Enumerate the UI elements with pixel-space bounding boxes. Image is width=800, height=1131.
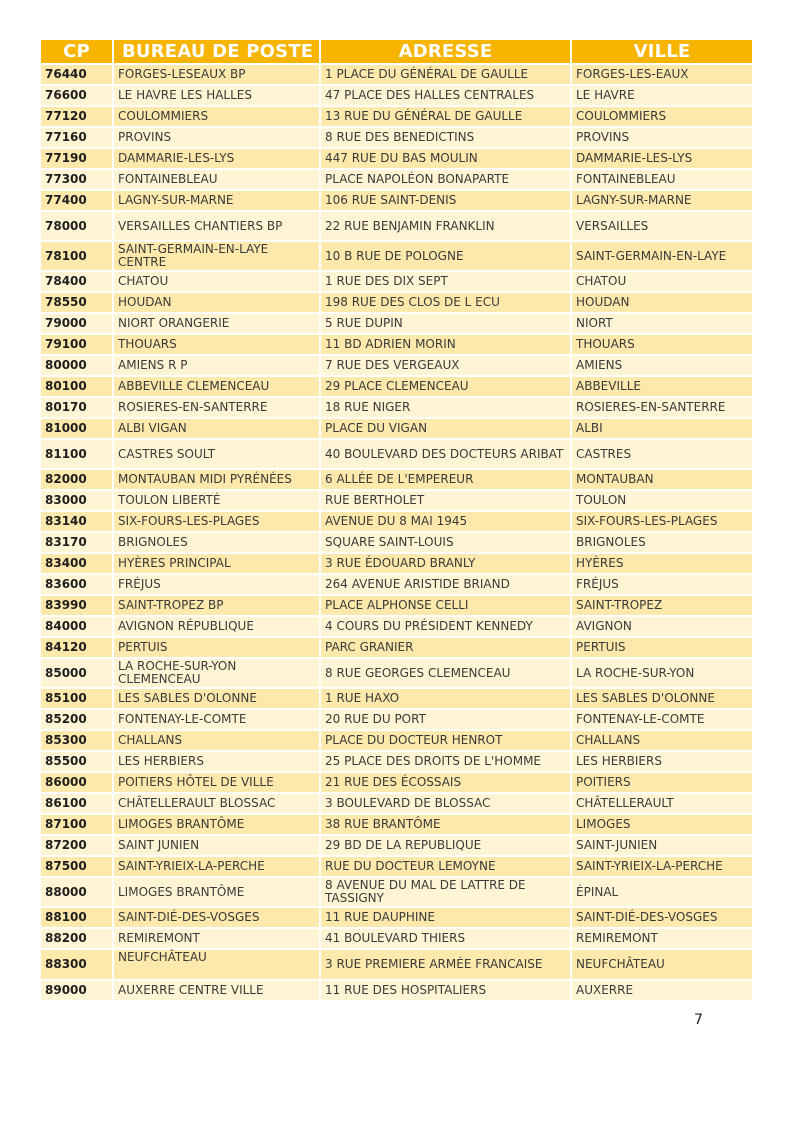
cell-ville: CASTRES bbox=[572, 440, 752, 468]
cell-ville: PERTUIS bbox=[572, 638, 752, 657]
cell-bureau: AVIGNON RÉPUBLIQUE bbox=[114, 617, 319, 636]
cell-cp: 83000 bbox=[41, 491, 112, 510]
cell-ville: SIX-FOURS-LES-PLAGES bbox=[572, 512, 752, 531]
header-cp: CP bbox=[41, 40, 112, 63]
cell-bureau: ALBI VIGAN bbox=[114, 419, 319, 438]
cell-adresse: RUE DU DOCTEUR LEMOYNE bbox=[321, 857, 570, 876]
cell-ville: TOULON bbox=[572, 491, 752, 510]
cell-ville: CHÂTELLERAULT bbox=[572, 794, 752, 813]
cell-ville: ABBEVILLE bbox=[572, 377, 752, 396]
cell-cp: 87500 bbox=[41, 857, 112, 876]
table-row bbox=[41, 212, 752, 240]
cell-cp: 85000 bbox=[41, 659, 112, 687]
cell-cp: 85500 bbox=[41, 752, 112, 771]
cell-cp: 88000 bbox=[41, 878, 112, 906]
table-row bbox=[41, 398, 752, 417]
cell-ville: ROSIERES-EN-SANTERRE bbox=[572, 398, 752, 417]
cell-adresse: PARC GRANIER bbox=[321, 638, 570, 657]
cell-bureau: FORGES-LESEAUX BP bbox=[114, 65, 319, 84]
cell-adresse: 264 AVENUE ARISTIDE BRIAND bbox=[321, 575, 570, 594]
cell-adresse: 29 BD DE LA REPUBLIQUE bbox=[321, 836, 570, 855]
cell-bureau: THOUARS bbox=[114, 335, 319, 354]
cell-ville: MONTAUBAN bbox=[572, 470, 752, 489]
cell-bureau: CHALLANS bbox=[114, 731, 319, 750]
table-row bbox=[41, 335, 752, 354]
cell-cp: 83170 bbox=[41, 533, 112, 552]
cell-bureau: SAINT-TROPEZ BP bbox=[114, 596, 319, 615]
cell-bureau: LIMOGES BRANTÔME bbox=[114, 815, 319, 834]
cell-ville: CHATOU bbox=[572, 272, 752, 291]
cell-bureau: HYÈRES PRINCIPAL bbox=[114, 554, 319, 573]
cell-cp: 87200 bbox=[41, 836, 112, 855]
cell-cp: 76440 bbox=[41, 65, 112, 84]
table-row bbox=[41, 659, 752, 687]
cell-adresse: 447 RUE DU BAS MOULIN bbox=[321, 149, 570, 168]
cell-ville: LAGNY-SUR-MARNE bbox=[572, 191, 752, 210]
table-row bbox=[41, 293, 752, 312]
cell-adresse: 11 RUE DES HOSPITALIERS bbox=[321, 981, 570, 1000]
cell-bureau: SIX-FOURS-LES-PLAGES bbox=[114, 512, 319, 531]
cell-bureau: FONTENAY-LE-COMTE bbox=[114, 710, 319, 729]
cell-adresse: 40 BOULEVARD DES DOCTEURS ARIBAT bbox=[321, 440, 570, 468]
cell-ville: ÉPINAL bbox=[572, 878, 752, 906]
table-row bbox=[41, 86, 752, 105]
cell-bureau: REMIREMONT bbox=[114, 929, 319, 948]
cell-cp: 84120 bbox=[41, 638, 112, 657]
table-row bbox=[41, 491, 752, 510]
cell-bureau: ROSIERES-EN-SANTERRE bbox=[114, 398, 319, 417]
cell-adresse: 3 RUE ÉDOUARD BRANLY bbox=[321, 554, 570, 573]
cell-adresse: 18 RUE NIGER bbox=[321, 398, 570, 417]
cell-adresse: 11 RUE DAUPHINE bbox=[321, 908, 570, 927]
cell-adresse: 10 B RUE DE POLOGNE bbox=[321, 242, 570, 270]
cell-adresse: 3 RUE PREMIERE ARMÉE FRANCAISE bbox=[321, 950, 570, 979]
table-row bbox=[41, 638, 752, 657]
cell-ville: LES SABLES D'OLONNE bbox=[572, 689, 752, 708]
cell-cp: 77120 bbox=[41, 107, 112, 126]
cell-adresse: 29 PLACE CLEMENCEAU bbox=[321, 377, 570, 396]
table-row bbox=[41, 752, 752, 771]
cell-adresse: 21 RUE DES ÉCOSSAIS bbox=[321, 773, 570, 792]
table-header-row bbox=[41, 40, 752, 63]
cell-ville: AMIENS bbox=[572, 356, 752, 375]
table-row bbox=[41, 794, 752, 813]
cell-bureau: SAINT-GERMAIN-EN-LAYE CENTRE bbox=[114, 242, 319, 270]
cell-adresse: PLACE ALPHONSE CELLI bbox=[321, 596, 570, 615]
cell-cp: 88200 bbox=[41, 929, 112, 948]
header-bureau: BUREAU DE POSTE bbox=[114, 40, 319, 63]
cell-cp: 83140 bbox=[41, 512, 112, 531]
cell-adresse: SQUARE SAINT-LOUIS bbox=[321, 533, 570, 552]
cell-cp: 85200 bbox=[41, 710, 112, 729]
cell-cp: 84000 bbox=[41, 617, 112, 636]
cell-adresse: AVENUE DU 8 MAI 1945 bbox=[321, 512, 570, 531]
cell-ville: NIORT bbox=[572, 314, 752, 333]
cell-ville: FONTAINEBLEAU bbox=[572, 170, 752, 189]
table-row bbox=[41, 596, 752, 615]
cell-cp: 81000 bbox=[41, 419, 112, 438]
cell-cp: 78400 bbox=[41, 272, 112, 291]
cell-bureau: LA ROCHE-SUR-YON CLEMENCEAU bbox=[114, 659, 319, 687]
table-row bbox=[41, 617, 752, 636]
table-row bbox=[41, 981, 752, 1000]
cell-ville: VERSAILLES bbox=[572, 212, 752, 240]
table-row bbox=[41, 929, 752, 948]
cell-bureau: CASTRES SOULT bbox=[114, 440, 319, 468]
table-row bbox=[41, 950, 752, 979]
cell-cp: 83990 bbox=[41, 596, 112, 615]
cell-adresse: 5 RUE DUPIN bbox=[321, 314, 570, 333]
cell-adresse: 1 PLACE DU GÉNÉRAL DE GAULLE bbox=[321, 65, 570, 84]
cell-cp: 77190 bbox=[41, 149, 112, 168]
cell-ville: HOUDAN bbox=[572, 293, 752, 312]
cell-bureau: PROVINS bbox=[114, 128, 319, 147]
table-row bbox=[41, 908, 752, 927]
cell-ville: AVIGNON bbox=[572, 617, 752, 636]
cell-cp: 77300 bbox=[41, 170, 112, 189]
cell-cp: 86000 bbox=[41, 773, 112, 792]
cell-bureau: POITIERS HÔTEL DE VILLE bbox=[114, 773, 319, 792]
cell-bureau: BRIGNOLES bbox=[114, 533, 319, 552]
table-body bbox=[41, 65, 752, 1000]
cell-adresse: PLACE DU DOCTEUR HENROT bbox=[321, 731, 570, 750]
table-row bbox=[41, 554, 752, 573]
cell-cp: 81100 bbox=[41, 440, 112, 468]
cell-cp: 87100 bbox=[41, 815, 112, 834]
cell-adresse: 106 RUE SAINT-DENIS bbox=[321, 191, 570, 210]
cell-ville: CHALLANS bbox=[572, 731, 752, 750]
cell-cp: 78000 bbox=[41, 212, 112, 240]
table-row bbox=[41, 710, 752, 729]
table-row bbox=[41, 773, 752, 792]
cell-adresse: PLACE NAPOLÉON BONAPARTE bbox=[321, 170, 570, 189]
cell-adresse: 22 RUE BENJAMIN FRANKLIN bbox=[321, 212, 570, 240]
cell-bureau: COULOMMIERS bbox=[114, 107, 319, 126]
cell-bureau: SAINT JUNIEN bbox=[114, 836, 319, 855]
cell-bureau: AMIENS R P bbox=[114, 356, 319, 375]
cell-adresse: 6 ALLÉE DE L'EMPEREUR bbox=[321, 470, 570, 489]
cell-adresse: 11 BD ADRIEN MORIN bbox=[321, 335, 570, 354]
table-row bbox=[41, 149, 752, 168]
cell-bureau: DAMMARIE-LES-LYS bbox=[114, 149, 319, 168]
cell-cp: 89000 bbox=[41, 981, 112, 1000]
cell-adresse: 1 RUE DES DIX SEPT bbox=[321, 272, 570, 291]
cell-bureau: MONTAUBAN MIDI PYRÉNÉES bbox=[114, 470, 319, 489]
cell-adresse: 8 AVENUE DU MAL DE LATTRE DE TASSIGNY bbox=[321, 878, 570, 906]
cell-adresse: 20 RUE DU PORT bbox=[321, 710, 570, 729]
table-row bbox=[41, 356, 752, 375]
cell-adresse: 47 PLACE DES HALLES CENTRALES bbox=[321, 86, 570, 105]
cell-ville: FORGES-LES-EAUX bbox=[572, 65, 752, 84]
table-row bbox=[41, 731, 752, 750]
table-row bbox=[41, 191, 752, 210]
cell-adresse: 7 RUE DES VERGEAUX bbox=[321, 356, 570, 375]
table-row bbox=[41, 377, 752, 396]
cell-cp: 82000 bbox=[41, 470, 112, 489]
cell-bureau: LE HAVRE LES HALLES bbox=[114, 86, 319, 105]
cell-bureau: LES HERBIERS bbox=[114, 752, 319, 771]
cell-ville: LE HAVRE bbox=[572, 86, 752, 105]
cell-cp: 85300 bbox=[41, 731, 112, 750]
cell-cp: 79100 bbox=[41, 335, 112, 354]
cell-ville: SAINT-YRIEIX-LA-PERCHE bbox=[572, 857, 752, 876]
cell-cp: 85100 bbox=[41, 689, 112, 708]
cell-ville: BRIGNOLES bbox=[572, 533, 752, 552]
cell-adresse: 13 RUE DU GÉNÉRAL DE GAULLE bbox=[321, 107, 570, 126]
cell-ville: COULOMMIERS bbox=[572, 107, 752, 126]
table-row bbox=[41, 65, 752, 84]
cell-adresse: 1 RUE HAXO bbox=[321, 689, 570, 708]
table-row bbox=[41, 470, 752, 489]
cell-adresse: 3 BOULEVARD DE BLOSSAC bbox=[321, 794, 570, 813]
table-row bbox=[41, 107, 752, 126]
table-row bbox=[41, 314, 752, 333]
table-row bbox=[41, 512, 752, 531]
header-ville: VILLE bbox=[572, 40, 752, 63]
cell-bureau: AUXERRE CENTRE VILLE bbox=[114, 981, 319, 1000]
cell-ville: LIMOGES bbox=[572, 815, 752, 834]
cell-ville: SAINT-TROPEZ bbox=[572, 596, 752, 615]
table-row bbox=[41, 815, 752, 834]
cell-cp: 77160 bbox=[41, 128, 112, 147]
cell-ville: SAINT-JUNIEN bbox=[572, 836, 752, 855]
cell-ville: PROVINS bbox=[572, 128, 752, 147]
cell-adresse: PLACE DU VIGAN bbox=[321, 419, 570, 438]
cell-adresse: 8 RUE DES BENEDICTINS bbox=[321, 128, 570, 147]
cell-bureau: LES SABLES D'OLONNE bbox=[114, 689, 319, 708]
table-row bbox=[41, 533, 752, 552]
cell-ville: DAMMARIE-LES-LYS bbox=[572, 149, 752, 168]
cell-adresse: RUE BERTHOLET bbox=[321, 491, 570, 510]
cell-ville: NEUFCHÂTEAU bbox=[572, 950, 752, 979]
cell-bureau: SAINT-YRIEIX-LA-PERCHE bbox=[114, 857, 319, 876]
cell-bureau: NIORT ORANGERIE bbox=[114, 314, 319, 333]
cell-bureau: PERTUIS bbox=[114, 638, 319, 657]
cell-bureau: LAGNY-SUR-MARNE bbox=[114, 191, 319, 210]
cell-bureau: ABBEVILLE CLEMENCEAU bbox=[114, 377, 319, 396]
cell-cp: 86100 bbox=[41, 794, 112, 813]
post-office-table bbox=[39, 38, 754, 1002]
cell-bureau: VERSAILLES CHANTIERS BP bbox=[114, 212, 319, 240]
cell-ville: AUXERRE bbox=[572, 981, 752, 1000]
header-adresse: ADRESSE bbox=[321, 40, 570, 63]
cell-ville: ALBI bbox=[572, 419, 752, 438]
cell-adresse: 41 BOULEVARD THIERS bbox=[321, 929, 570, 948]
cell-ville: FONTENAY-LE-COMTE bbox=[572, 710, 752, 729]
cell-bureau: HOUDAN bbox=[114, 293, 319, 312]
table-row bbox=[41, 272, 752, 291]
cell-ville: LA ROCHE-SUR-YON bbox=[572, 659, 752, 687]
cell-adresse: 38 RUE BRANTÔME bbox=[321, 815, 570, 834]
table-row bbox=[41, 128, 752, 147]
cell-ville: SAINT-GERMAIN-EN-LAYE bbox=[572, 242, 752, 270]
cell-adresse: 4 COURS DU PRÉSIDENT KENNEDY bbox=[321, 617, 570, 636]
cell-cp: 88100 bbox=[41, 908, 112, 927]
cell-cp: 78550 bbox=[41, 293, 112, 312]
cell-cp: 77400 bbox=[41, 191, 112, 210]
cell-bureau: TOULON LIBERTÉ bbox=[114, 491, 319, 510]
cell-ville: FRÉJUS bbox=[572, 575, 752, 594]
cell-cp: 80000 bbox=[41, 356, 112, 375]
table-row bbox=[41, 242, 752, 270]
cell-cp: 83400 bbox=[41, 554, 112, 573]
table-row bbox=[41, 878, 752, 906]
cell-adresse: 8 RUE GEORGES CLEMENCEAU bbox=[321, 659, 570, 687]
cell-ville: POITIERS bbox=[572, 773, 752, 792]
cell-ville: REMIREMONT bbox=[572, 929, 752, 948]
page-number: 7 bbox=[694, 1012, 703, 1028]
cell-ville: SAINT-DIÉ-DES-VOSGES bbox=[572, 908, 752, 927]
cell-ville: HYÈRES bbox=[572, 554, 752, 573]
cell-ville: LES HERBIERS bbox=[572, 752, 752, 771]
cell-cp: 80100 bbox=[41, 377, 112, 396]
cell-bureau: CHATOU bbox=[114, 272, 319, 291]
table-row bbox=[41, 836, 752, 855]
table-row bbox=[41, 857, 752, 876]
cell-bureau: SAINT-DIÉ-DES-VOSGES bbox=[114, 908, 319, 927]
cell-ville: THOUARS bbox=[572, 335, 752, 354]
cell-adresse: 198 RUE DES CLOS DE L ECU bbox=[321, 293, 570, 312]
table-row bbox=[41, 440, 752, 468]
table-row bbox=[41, 575, 752, 594]
cell-cp: 80170 bbox=[41, 398, 112, 417]
cell-cp: 79000 bbox=[41, 314, 112, 333]
cell-bureau: CHÂTELLERAULT BLOSSAC bbox=[114, 794, 319, 813]
cell-cp: 76600 bbox=[41, 86, 112, 105]
cell-cp: 83600 bbox=[41, 575, 112, 594]
table-row bbox=[41, 689, 752, 708]
cell-adresse: 25 PLACE DES DROITS DE L'HOMME bbox=[321, 752, 570, 771]
cell-bureau: FRÉJUS bbox=[114, 575, 319, 594]
cell-bureau: NEUFCHÂTEAU bbox=[114, 950, 319, 979]
table-row bbox=[41, 419, 752, 438]
cell-cp: 88300 bbox=[41, 950, 112, 979]
cell-bureau: LIMOGES BRANTÔME bbox=[114, 878, 319, 906]
table-row bbox=[41, 170, 752, 189]
cell-cp: 78100 bbox=[41, 242, 112, 270]
cell-bureau: FONTAINEBLEAU bbox=[114, 170, 319, 189]
